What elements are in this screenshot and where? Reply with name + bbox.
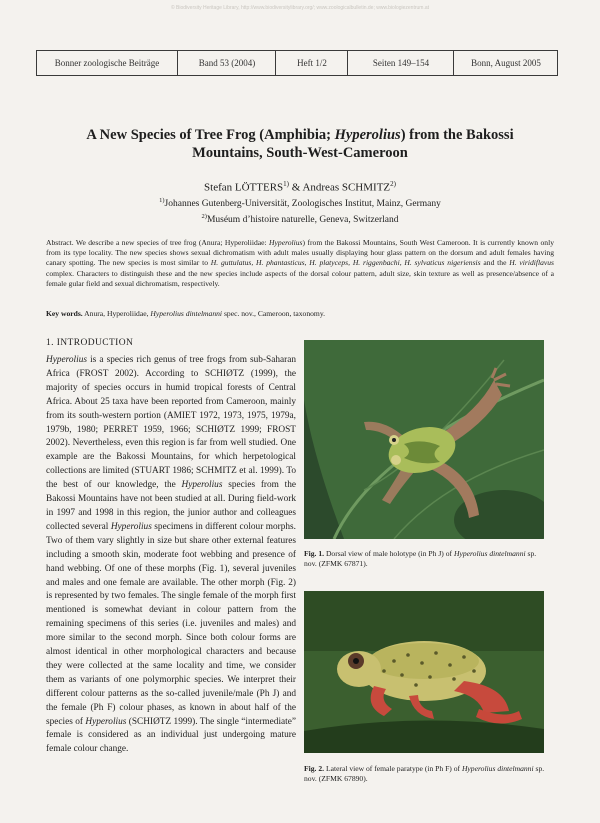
abstract: Abstract. We describe a new species of tree frog (Anura; Hyperoliidae: Hyperolius) from the Bakossi Mountains, South West Cameroon. It is currently known only from its type locality. The new species shows sexual dichromatism with adult males usually displaying hour glass pattern on the dorsum and adult females having canary spotting. The new species is most similar to H. guttulatus, H. phantasticus, H. platyceps, H. riggenbachi, H. sylvaticus nigeriensis and the H. viridiflavus complex. Characters to distinguish these and the new species include aspects of the dorsal colour pattern, adult size, skin texture as well as presence/absence of a female gular field and sexual dichromatism, respectively. [46, 238, 555, 288]
authors: Stefan LÖTTERS$^{1)}$ & Andreas SCHMITZ$^{2)}$ [204, 180, 396, 194]
journal-name: Bonner zoologische Beiträge [54, 58, 160, 68]
publication-date: Bonn, August 2005 [453, 51, 558, 75]
introduction-text: Hyperolius is a species rich genus of tree frogs from sub-Saharan Africa (FROST 2002). According to SCHIØTZ (1999), the majority of species occurs in humid tropical forests of Central Africa. About 25 taxa have been reported from Cameroon, mainly from its south-western portion (AMIET 1972, 1973, 1975, 1979a, 1979b, 1980; PERRET 1959, 1966; SCHIØTZ 1999; FROST 2002). Nevertheless, even this region is far from well studied. One example are the Bakossi Mountains, for which herpetological collections are limited (STUART 1986; SCHMITZ et al. 1999). To the best of our knowledge, the Hyperolius species from the Bakossi Mountains have not been studied at all. During field-work in 1997 and 1998 in this region, the junior author and colleagues collected several Hyperolius specimens in different colour morphs. Two of them vary slightly in size but share other external features including a smooth skin, moderate foot webbing and presence of hand webbing. Of one of these morphs (Fig. 1), several juveniles and males and one female are available. The other morph (Fig. 2) is represented by two females. The single female of the morph first mentioned is somewhat deviant in colour pattern from the remaining specimens of this series (i.e. juveniles and males) and more similar to the second morph. Since both colour forms are almost identical in other morphological characters and because they were collected at the same locality and time, we consider them as variants of one polymorphic species. We interpret their different colour patterns as the so-called juvenile/male (Ph J) and the female (Ph F) colour phases, as known in about half of the species of Hyperolius (SCHIØTZ 1999). The single “intermediate” female is considered as an individual just undergoing mature female colour change. [46, 355, 297, 755]
issue: Heft 1/2 [275, 51, 348, 75]
affiliations: $^{1)}$Johannes Gutenberg-Universität, Zoologisches Institut, Mainz, Germany $^{2)}$Muséum d’histoire naturelle, Geneva, Switzerland [159, 197, 441, 225]
page-range: Seiten 149–154 [347, 51, 454, 75]
figure-1-caption: Fig. 1. Dorsal view of male holotype (in Ph J) of Hyperolius dintelmanni sp. nov. (ZFMK 67871). [304, 549, 537, 568]
keywords: Key words. Anura, Hyperoliidae, Hyperolius dintelmanni spec. nov., Cameroon, taxonomy. [46, 309, 326, 318]
journal-header [36, 50, 558, 76]
watermark: © Biodiversity Heritage Library, http://www.biodiversitylibrary.org/; www.zoologicalbulletin.de; www.biologiezentrum.at [170, 5, 430, 11]
figure-2-caption: Fig. 2. Lateral view of female paratype (in Ph F) of Hyperolius dintelmanni sp. nov. (ZFMK 67890). [304, 764, 545, 783]
paper-title: A New Species of Tree Frog (Amphibia; Hyperolius) from the Bakossi Mountains, South-West-Cameroon [86, 127, 514, 161]
section-heading: 1. INTRODUCTION [46, 338, 134, 348]
figure-2-photo [304, 591, 544, 753]
volume: Band 53 (2004) [177, 51, 276, 75]
figure-1-photo [304, 340, 544, 539]
